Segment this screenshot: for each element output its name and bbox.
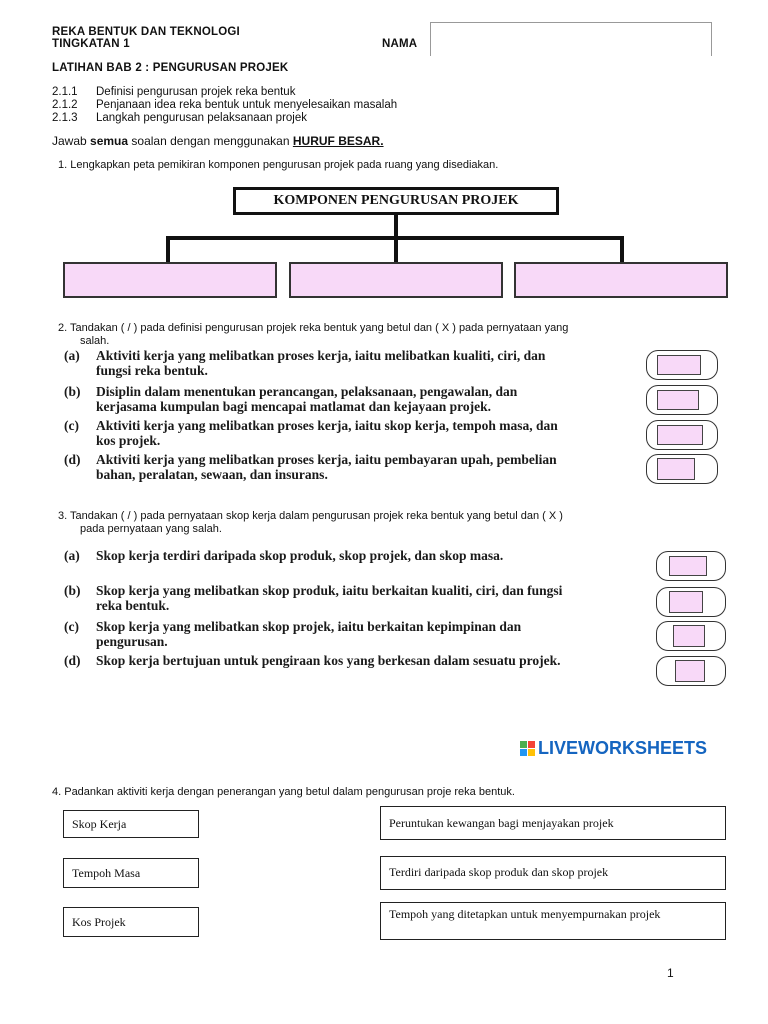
q4-right-box-2[interactable]: Terdiri daripada skop produk dan skop projek bbox=[380, 856, 726, 890]
q2-item-b: (b) Disiplin dalam menentukan perancangan, pelaksanaan, pengawalan, dan kerjasama kumpulan bagi mencapai matlamat dan kejayaan projek. bbox=[64, 384, 518, 414]
q3-answer-c[interactable] bbox=[673, 625, 705, 647]
subject-title: REKA BENTUK DAN TEKNOLOGI bbox=[52, 26, 240, 38]
q2-item-d: (d) Aktiviti kerja yang melibatkan proses kerja, iaitu pembayaran upah, pembelian bahan, peralatan, sewaan, dan insurans. bbox=[64, 452, 557, 482]
q3-item-a: (a) Skop kerja terdiri daripada skop produk, skop projek, dan skop masa. bbox=[64, 548, 504, 563]
q2-item-a: (a) Aktiviti kerja yang melibatkan proses kerja, iaitu melibatkan kualiti, ciri, dan fungsi reka bentuk. bbox=[64, 348, 546, 378]
q1-connector-lines bbox=[0, 0, 768, 300]
q1-answer-box-1[interactable] bbox=[63, 262, 277, 298]
q3-item-d: (d) Skop kerja bertujuan untuk pengiraan kos yang berkesan dalam sesuatu projek. bbox=[64, 653, 561, 668]
q4-right-box-1[interactable]: Peruntukan kewangan bagi menjayakan projek bbox=[380, 806, 726, 840]
q1-answer-box-3[interactable] bbox=[514, 262, 728, 298]
q1-answer-box-2[interactable] bbox=[289, 262, 503, 298]
q2-answer-d[interactable] bbox=[657, 458, 695, 480]
q2-text: 2. Tandakan ( / ) pada definisi pengurusan projek reka bentuk yang betul dan ( X ) pada pernyataan yang salah. bbox=[58, 322, 569, 347]
instruction: Jawab semua soalan dengan menggunakan HURUF BESAR. bbox=[52, 134, 384, 148]
form-label: TINGKATAN 1 bbox=[52, 38, 130, 50]
q4-left-box-1[interactable]: Skop Kerja bbox=[63, 810, 199, 838]
q1-text: 1. Lengkapkan peta pemikiran komponen pengurusan projek pada ruang yang disediakan. bbox=[58, 159, 499, 171]
q3-tickbox-b bbox=[656, 587, 726, 617]
q4-right-box-3[interactable]: Tempoh yang ditetapkan untuk menyempurnakan projek bbox=[380, 902, 726, 940]
q3-item-b: (b) Skop kerja yang melibatkan skop produk, iaitu berkaitan kualiti, ciri, dan fungsi reka bentuk. bbox=[64, 583, 563, 613]
q3-answer-b[interactable] bbox=[669, 591, 703, 613]
q2-tickbox-d bbox=[646, 454, 718, 484]
q2-tickbox-a bbox=[646, 350, 718, 380]
name-label: NAMA bbox=[382, 38, 418, 50]
q4-left-box-2[interactable]: Tempoh Masa bbox=[63, 858, 199, 888]
objective-item: 2.1.2 Penjanaan idea reka bentuk untuk menyelesaikan masalah bbox=[52, 99, 398, 111]
q2-tickbox-c bbox=[646, 420, 718, 450]
q3-text: 3. Tandakan ( / ) pada pernyataan skop kerja dalam pengurusan projek reka bentuk yang betul dan ( X ) pada pernyataan yang salah. bbox=[58, 510, 563, 535]
q4-text: 4. Padankan aktiviti kerja dengan penerangan yang betul dalam pengurusan proje reka bentuk. bbox=[52, 786, 515, 798]
q3-answer-d[interactable] bbox=[675, 660, 705, 682]
exercise-title: LATIHAN BAB 2 : PENGURUSAN PROJEK bbox=[52, 62, 289, 74]
liveworksheets-watermark: LIVEWORKSHEETS bbox=[520, 738, 728, 760]
q1-diagram-title: KOMPONEN PENGURUSAN PROJEK bbox=[273, 193, 519, 208]
q2-item-c: (c) Aktiviti kerja yang melibatkan proses kerja, iaitu skop kerja, tempoh masa, dan kos projek. bbox=[64, 418, 558, 448]
q3-item-c: (c) Skop kerja yang melibatkan skop projek, iaitu berkaitan kepimpinan dan pengurusan. bbox=[64, 619, 522, 649]
q2-answer-a[interactable] bbox=[657, 355, 701, 375]
q3-tickbox-a bbox=[656, 551, 726, 581]
objective-item: 2.1.3 Langkah pengurusan pelaksanaan projek bbox=[52, 112, 307, 124]
liveworksheets-logo-icon bbox=[520, 741, 536, 757]
q4-left-box-3[interactable]: Kos Projek bbox=[63, 907, 199, 937]
q3-tickbox-d bbox=[656, 656, 726, 686]
q2-answer-c[interactable] bbox=[657, 425, 703, 445]
q3-tickbox-c bbox=[656, 621, 726, 651]
q2-answer-b[interactable] bbox=[657, 390, 699, 410]
objective-item: 2.1.1 Definisi pengurusan projek reka bentuk bbox=[52, 86, 296, 98]
q2-tickbox-b bbox=[646, 385, 718, 415]
page-number: 1 bbox=[667, 966, 674, 980]
q3-answer-a[interactable] bbox=[669, 556, 707, 576]
